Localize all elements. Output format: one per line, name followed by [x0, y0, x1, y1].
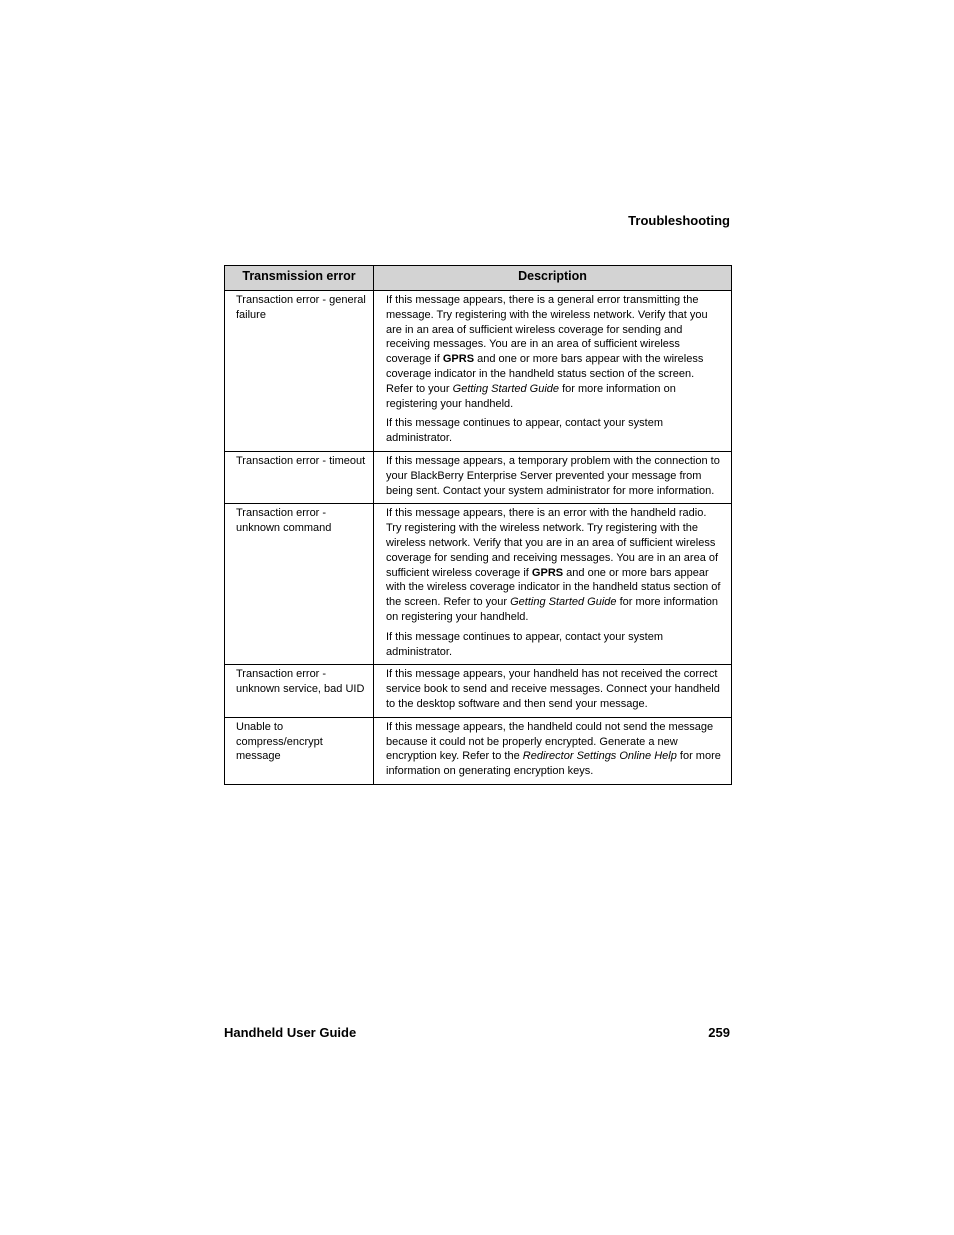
footer-title: Handheld User Guide — [224, 1025, 357, 1040]
text-run: for more information on registering your handheld. — [386, 382, 676, 410]
description-cell — [374, 504, 732, 665]
description-cell — [374, 717, 732, 784]
column-header-description: Description — [374, 266, 732, 291]
text-run: for more information on registering your handheld. — [386, 596, 719, 623]
bold-term: GPRS — [442, 353, 475, 366]
column-header-transmission-error: Transmission error — [225, 266, 374, 291]
table-row — [225, 665, 732, 717]
text-run: and one or more bars appear with the wireless coverage indicator in the handheld status section of the screen. Refer to your — [386, 353, 704, 395]
transmission-errors-table — [224, 265, 732, 785]
table-body — [225, 291, 732, 785]
page-number: 259 — [708, 1025, 730, 1040]
text-run: If this message appears, there is an error with the handheld radio. Try registering with the wireless network. Try registering with the wireless network. Verify that you are in an area of sufficient wireless coverage for sending and receiving messages. You are in an area of sufficient wireless coverage if — [386, 507, 719, 579]
table-row — [225, 717, 732, 784]
text-run: If this message appears, your handheld has not received the correct service book to send and receive messages. Connect your handheld to the desktop software and then send your message. — [386, 668, 720, 710]
description-paragraph — [386, 630, 723, 660]
text-run: If this message appears, the handheld could not send the message because it could not be properly encrypted. Generate a new encryption key. Refer to the — [386, 720, 714, 763]
running-header: Troubleshooting — [628, 213, 730, 228]
table-row — [225, 451, 732, 503]
table-row — [225, 504, 732, 665]
error-name-cell: Unable to compress/encrypt message — [225, 717, 374, 784]
document-reference: Getting Started Guide — [452, 382, 560, 395]
text-run: If this message continues to appear, contact your system administrator. — [386, 630, 663, 658]
description-paragraph — [386, 720, 723, 779]
error-name-cell: Transaction error - timeout — [225, 451, 374, 503]
text-run: If this message continues to appear, contact your system administrator. — [386, 417, 663, 445]
text-run: If this message appears, there is a general error transmitting the message. Try registering with the wireless network. Verify that you are in an area of sufficient wireless coverage for sending and receiving messages. You are in an area of sufficient wireless coverage if — [386, 294, 708, 366]
text-run: for more information on generating encryption keys. — [386, 750, 721, 778]
document-reference: Redirector Settings Online Help — [522, 750, 677, 763]
text-run: and one or more bars appear with the wireless coverage indicator in the handheld status section of the screen. Refer to your — [386, 566, 721, 609]
description-paragraph — [386, 293, 723, 411]
description-cell — [374, 291, 732, 452]
error-name-cell: Transaction error - unknown service, bad UID — [225, 665, 374, 717]
description-paragraph — [386, 454, 723, 498]
description-cell — [374, 665, 732, 717]
table-row — [225, 291, 732, 452]
description-paragraph — [386, 667, 723, 711]
table-header-row — [225, 266, 732, 291]
error-name-cell: Transaction error - general failure — [225, 291, 374, 452]
description-cell — [374, 451, 732, 503]
document-reference: Getting Started Guide — [510, 596, 617, 609]
description-paragraph — [386, 416, 723, 446]
bold-term: GPRS — [531, 566, 564, 579]
error-name-cell: Transaction error - unknown command — [225, 504, 374, 665]
description-paragraph — [386, 506, 723, 624]
text-run: If this message appears, a temporary problem with the connection to your BlackBerry Enterprise Server prevented your message from being sent. Contact your system administrator for more information. — [386, 454, 720, 497]
